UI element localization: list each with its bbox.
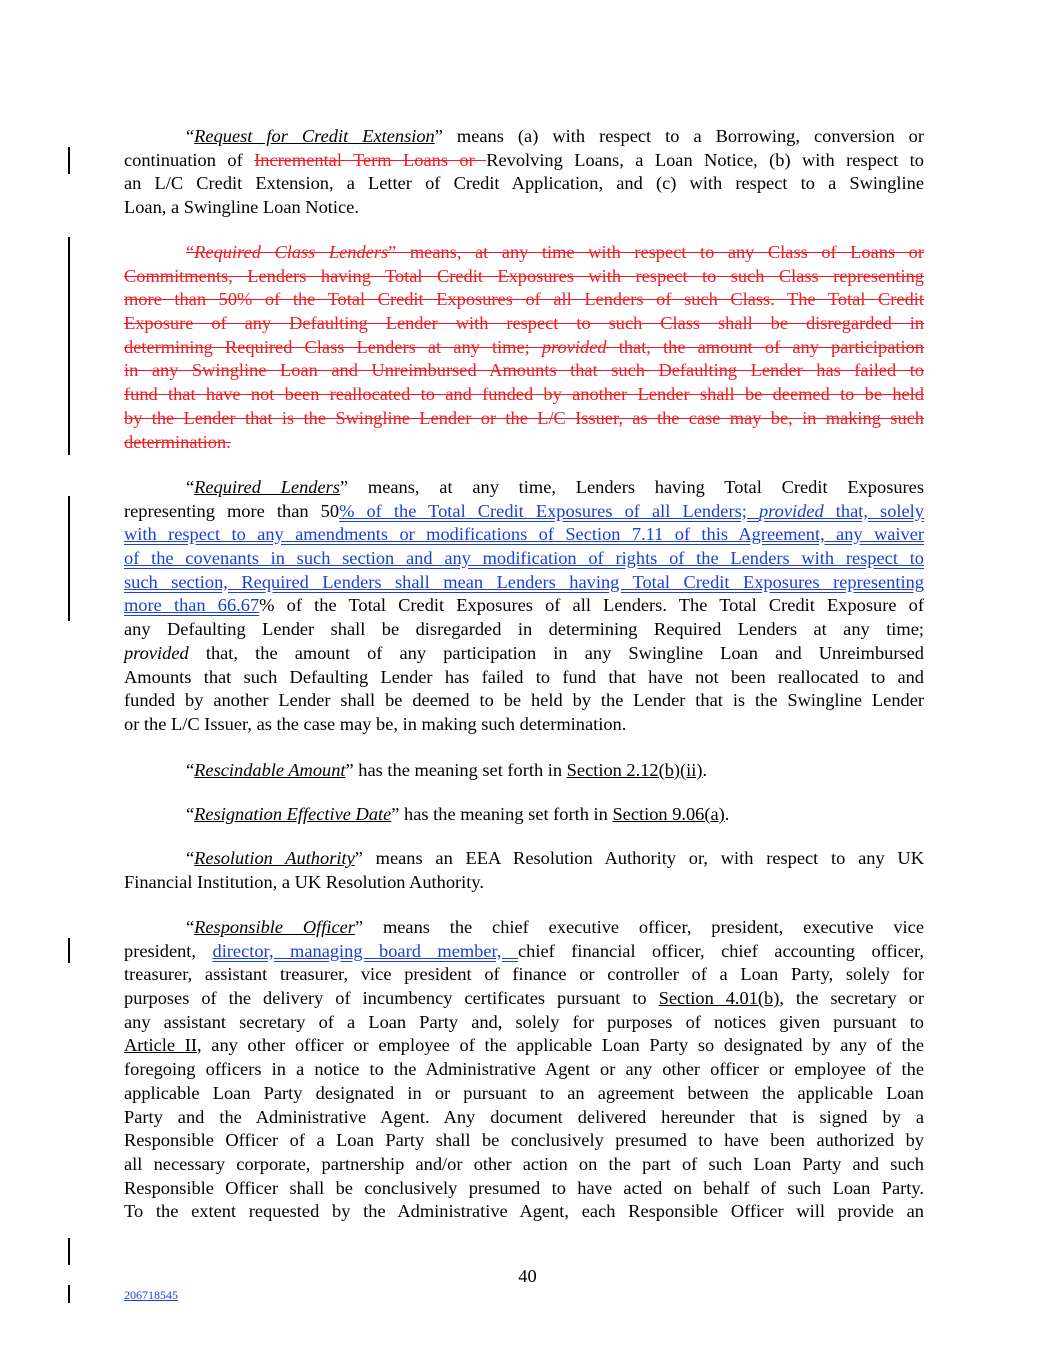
definition-resignation-effective-date: “Resignation Effective Date” has the meaning set forth in Section 9.06(a). (186, 804, 730, 824)
change-bar (68, 237, 70, 455)
inserted-text: of the covenants in such section and any modification of rights of the Lenders with respect to (124, 548, 924, 569)
document-id: 206718545 (124, 1288, 178, 1302)
defined-term: Responsible Officer (194, 917, 355, 937)
definition-resolution-authority: “Resolution Authority” means an EEA Resolution Authority or, with respect to any UK Financial Institution, a UK Resolution Authority. (124, 848, 924, 892)
article-reference: Article II (124, 1035, 197, 1056)
change-bar (68, 147, 70, 174)
definition-required-class-lenders-deleted: “Required Class Lenders” means, at any time with respect to any Class of Loans or Commitments, Lenders having Total Credit Exposures with respect to such Class representing more than 50% of the Total Credit Exposures of all Lenders of such Class. The Total Credit Exposure of any Defaulting Lender with respect to such Class shall be disregarded in determining Required Class Lenders at any time; provided that, the amount of any participation in any Swingline Loan and Unreimbursed Amounts that such Defaulting Lender has failed to fund that have not been reallocated to and funded by another Lender shall be deemed to be held by the Lender that is the Swingline Lender or the L/C Issuer, as the case may be, in making such determination. (124, 242, 924, 452)
defined-term: Request for Credit Extension (194, 126, 435, 146)
deleted-text: Incremental Term Loans or (254, 149, 487, 170)
inserted-text: with respect to any amendments or modifications of Section 7.11 of this Agreement, any waiver (124, 524, 924, 545)
inserted-text: % of the Total Credit Exposures of all Lenders; provided that, solely (339, 500, 924, 521)
defined-term: Resignation Effective Date (194, 804, 392, 824)
change-bar (68, 1285, 70, 1303)
section-reference: Section 9.06(a) (612, 804, 725, 824)
defined-term: Required Class Lenders (194, 242, 389, 262)
page-number: 40 (518, 1266, 537, 1286)
definition-request-for-credit-extension: “Request for Credit Extension” means (a) with respect to a Borrowing, conversion or continuation of Incremental Term Loans or Revolving Loans, a Loan Notice, (b) with respect to an L/C Credit Extension, a Letter of Credit Application, and (c) with respect to a Swingline Loan, a Swingline Loan Notice. (124, 126, 925, 218)
section-reference: Section 4.01(b) (658, 988, 780, 1009)
inserted-text: more than 66.67 (124, 595, 260, 616)
defined-term: Required Lenders (194, 477, 340, 497)
inserted-text: such section, Required Lenders shall mean Lenders having Total Credit Exposures representing (124, 571, 924, 592)
inserted-text: director, managing board member, (212, 940, 518, 961)
definition-required-lenders: “Required Lenders” means, at any time, Lenders having Total Credit Exposures representing more than 50% of the Total Credit Exposures of all Lenders; provided that, solely with respect to any amendments or modifications of Section 7.11 of this Agreement, any waiver of the covenants in such section and any modification of rights of the Lenders with respect to such section, Required Lenders shall mean Lenders having Total Credit Exposures representing more than 66.67% of the Total Credit Exposures of all Lenders. The Total Credit Exposure of any Defaulting Lender shall be disregarded in determining Required Lenders at any time; provided that, the amount of any participation in any Swingline Loan and Unreimbursed Amounts that such Defaulting Lender has failed to fund that have not been reallocated to and funded by another Lender shall be deemed to be held by the Lender that is the Swingline Lender or the L/C Issuer, as the case may be, in making such determination. (124, 477, 924, 734)
defined-term: Resolution Authority (194, 848, 355, 868)
section-reference: Section 2.12(b)(ii) (566, 760, 703, 780)
defined-term: Rescindable Amount (194, 760, 346, 780)
change-bar (68, 938, 70, 963)
definition-responsible-officer: “Responsible Officer” means the chief executive officer, president, executive vice president, director, managing board member, chief financial officer, chief accounting officer, treasurer, assistant treasurer, vice president of finance or controller of a Loan Party, solely for purposes of the delivery of incumbency certificates pursuant to Section 4.01(b), the secretary or any assistant secretary of a Loan Party and, solely for purposes of notices given pursuant to Article II, any other officer or employee of the applicable Loan Party so designated by any of the foregoing officers in a notice to the Administrative Agent or any other officer or employee of the applicable Loan Party designated in or pursuant to an agreement between the applicable Loan Party and the Administrative Agent. Any document delivered hereunder that is signed by a Responsible Officer of a Loan Party shall be conclusively presumed to have been authorized by all necessary corporate, partnership and/or other action on the part of such Loan Party and such Responsible Officer shall be conclusively presumed to have acted on behalf of such Loan Party. To the extent requested by the Administrative Agent, each Responsible Officer will provide an (124, 917, 925, 1222)
change-bar (68, 496, 70, 621)
change-bar (68, 1238, 70, 1265)
definition-rescindable-amount: “Rescindable Amount” has the meaning set forth in Section 2.12(b)(ii). (186, 760, 708, 780)
